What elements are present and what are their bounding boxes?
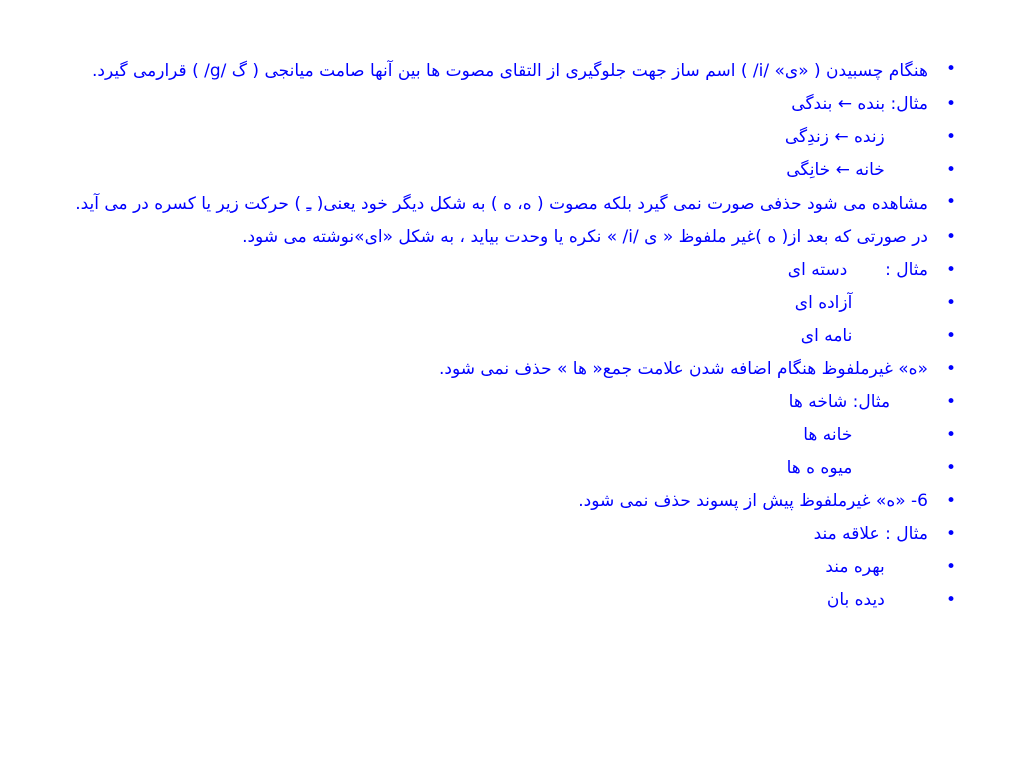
- bullet-dot-icon: •: [945, 326, 956, 346]
- bullet-item: [60, 88, 960, 121]
- bullet-item: [60, 320, 960, 353]
- bullet-item: [60, 254, 960, 287]
- bullet-dot-icon: •: [945, 557, 956, 577]
- bullet-text: آزاده ای: [794, 293, 928, 313]
- bullet-item: [60, 584, 960, 617]
- bullet-dot-icon: •: [945, 127, 956, 147]
- bullet-text: خانه ها: [803, 425, 928, 445]
- bullet-dot-icon: •: [945, 160, 956, 180]
- bullet-item: [60, 419, 960, 452]
- bullet-text: «ه» غیرملفوظ هنگام اضافه شدن علامت جمع« ها » حذف نمی شود.: [438, 359, 928, 379]
- bullet-text: 6- «ه» غیرملفوظ پیش از پسوند حذف نمی شود.: [578, 491, 928, 511]
- bullet-dot-icon: •: [945, 227, 956, 247]
- bullet-text: هنگام چسبیدن ( «ی» /i/ ) اسم ساز جهت جلوگیری از التقای مصوت ها بین آنها صامت میانجی ( گ /g/ ) قرارمی گیرد.: [91, 61, 928, 81]
- bullet-item: [60, 187, 960, 221]
- bullet-item: [60, 287, 960, 320]
- bullet-text: نامه ای: [800, 326, 928, 346]
- bullet-item: [60, 386, 960, 419]
- bullet-text: مثال: شاخه ها: [788, 392, 928, 412]
- bullet-dot-icon: •: [945, 590, 956, 610]
- bullet-item: [60, 485, 960, 518]
- bullet-dot-icon: •: [945, 524, 956, 544]
- bullet-item: [60, 353, 960, 386]
- bullet-dot-icon: •: [945, 392, 956, 412]
- bullet-item: [60, 452, 960, 485]
- bullet-dot-icon: •: [945, 59, 956, 79]
- bullet-text: در صورتی که بعد از( ه )غیر ملفوظ « ی /i/ » نکره یا وحدت بیاید ، به شکل «ای»نوشته می شود.: [242, 227, 928, 247]
- bullet-dot-icon: •: [945, 359, 956, 379]
- bullet-dot-icon: •: [945, 491, 956, 511]
- bullet-text: مثال: بنده ← بندگی: [791, 94, 928, 114]
- bullet-dot-icon: •: [945, 458, 956, 478]
- bullet-item: [60, 154, 960, 187]
- bullet-dot-icon: •: [945, 192, 956, 212]
- bullet-dot-icon: •: [945, 425, 956, 445]
- bullet-item: [60, 518, 960, 551]
- bullet-text: میوه ه ها: [786, 458, 928, 478]
- bullet-item: [60, 121, 960, 154]
- bullet-list: [60, 54, 960, 617]
- bullet-item: [60, 54, 960, 88]
- bullet-dot-icon: •: [945, 293, 956, 313]
- bullet-text: مثال : علاقه مند: [813, 524, 928, 544]
- bullet-dot-icon: •: [945, 260, 956, 280]
- bullet-text: مثال : دسته ای: [787, 260, 928, 280]
- bullet-text: بهره مند: [825, 557, 928, 577]
- bullet-dot-icon: •: [945, 94, 956, 114]
- bullet-item: [60, 551, 960, 584]
- bullet-text: خانه ← خانِگی: [786, 160, 928, 180]
- bullet-text: زنده ← زندِگی: [784, 127, 928, 147]
- bullet-text: مشاهده می شود حذفی صورت نمی گیرد بلکه مصوت ( ه، ه ) به شکل دیگر خود یعنی( ـِ ) حرکت زیر یا کسره در می آید.: [75, 194, 928, 214]
- bullet-text: دیده بان: [826, 590, 928, 610]
- bullet-item: [60, 221, 960, 254]
